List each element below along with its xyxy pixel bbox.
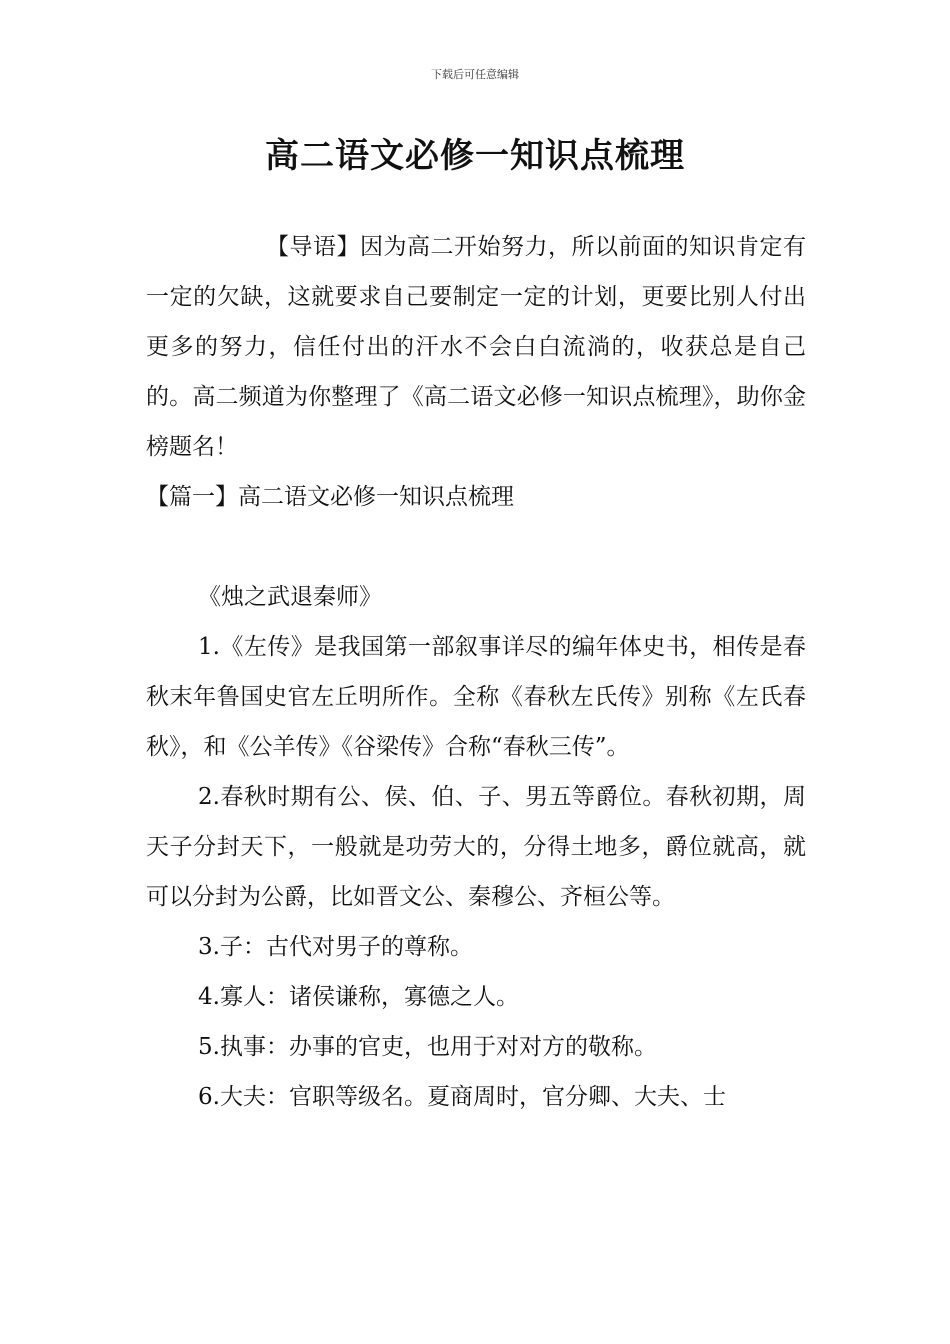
page-title: 高二语文必修一知识点梳理 [265,136,685,176]
list-item: 3.子：古代对男子的尊称。 [198,934,473,960]
blank-line [146,522,806,572]
document-body [146,222,806,1122]
header-note: 下载后可任意编辑 [431,68,519,81]
section-heading: 【篇一】高二语文必修一知识点梳理 [146,484,514,510]
list-item: 1.《左传》是我国第一部叙事详尽的编年体史书，相传是春秋末年鲁国史官左丘明所作。全称《春秋左氏传》别称《左氏春秋》，和《公羊传》《谷梁传》合称“春秋三传”。 [146,634,806,760]
list-item: 2.春秋时期有公、侯、伯、子、男五等爵位。春秋初期，周天子分封天下，一般就是功劳大的，分得土地多，爵位就高，就可以分封为公爵，比如晋文公、秦穆公、齐桓公等。 [146,784,806,910]
list-item: 6.大夫：官职等级名。夏商周时，官分卿、大夫、士 [198,1084,726,1110]
list-item: 4.寡人：诸侯谦称，寡德之人。 [198,984,519,1010]
list-item: 5.执事：办事的官吏，也用于对对方的敬称。 [198,1034,657,1060]
intro-paragraph: 【导语】因为高二开始努力，所以前面的知识肯定有一定的欠缺，这就要求自己要制定一定的计划，更要比别人付出更多的努力，信任付出的汗水不会白白流淌的，收获总是自己的。高二频道为你整理了《高二语文必修一知识点梳理》，助你金榜题名！ [146,234,806,460]
article-subheading: 《烛之武退秦师》 [198,584,382,610]
